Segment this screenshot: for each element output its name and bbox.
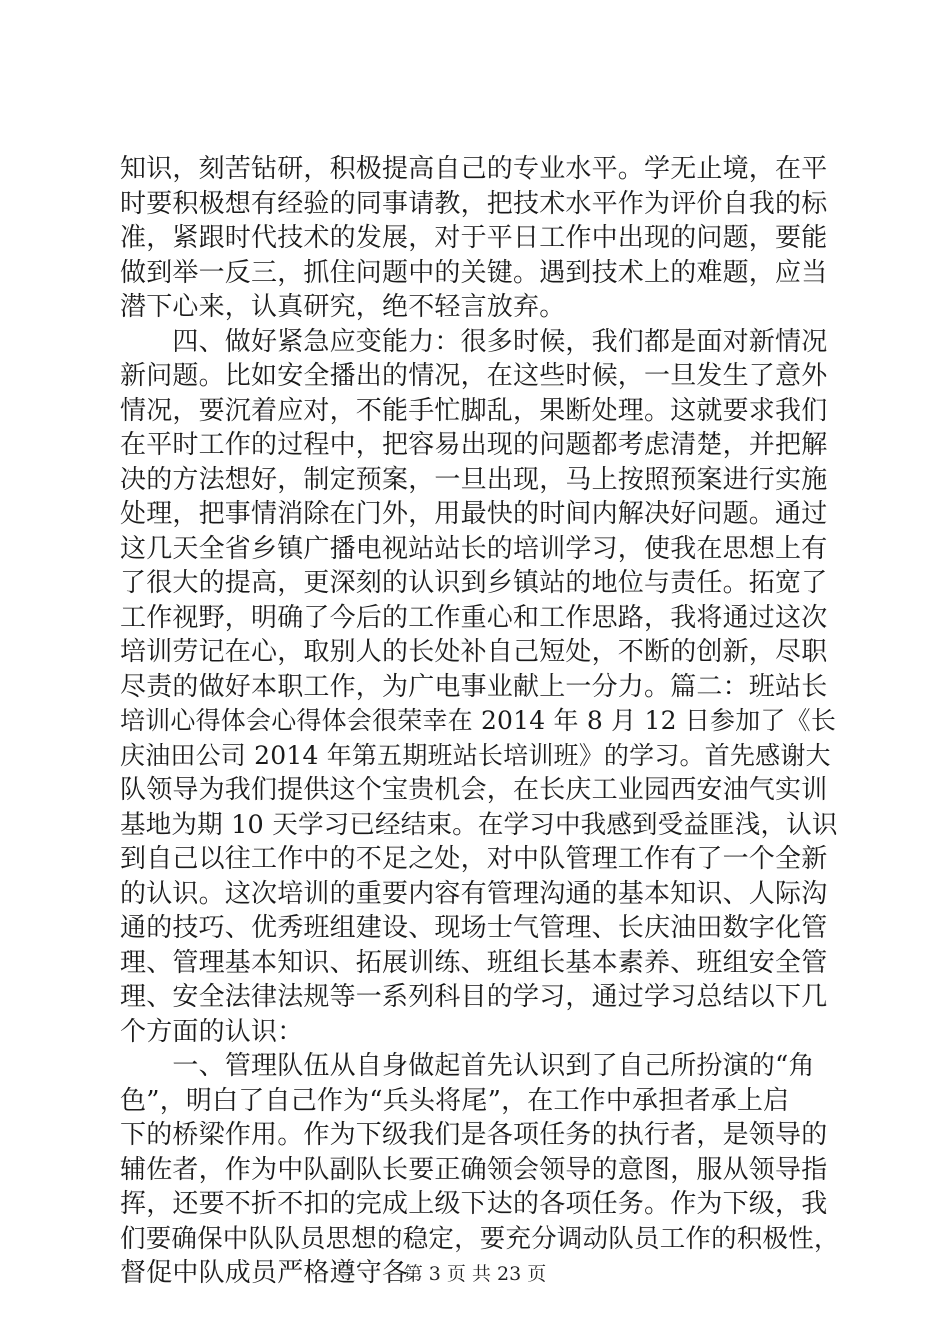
- body-text: [120, 152, 840, 1291]
- text-line: 辅佐者，作为中队副队长要正确领会领导的意图，服从领导指: [120, 1154, 828, 1185]
- text-line: 处理，把事情消除在门外，用最快的时间内解决好问题。通过: [120, 499, 828, 529]
- text-line: 色”，明白了自己作为“兵头将尾”，在工作中承担者承上启: [120, 1085, 790, 1116]
- text-line: 时要积极想有经验的同事请教，把技术水平作为评价自我的标: [120, 188, 828, 219]
- text-line: 一、管理队伍从自身做起首先认识到了自己所扮演的“角: [120, 1051, 815, 1081]
- text-line: 理、管理基本知识、拓展训练、班组长基本素养、班组安全管: [120, 947, 828, 978]
- text-line: 个方面的认识：: [120, 1016, 304, 1047]
- text-line: 潜下心来，认真研究，绝不轻言放弃。: [120, 292, 566, 322]
- text-line: 们要确保中队队员思想的稳定，要充分调动队员工作的积极性，: [120, 1223, 840, 1254]
- text-line: 情况，要沉着应对，不能手忙脚乱，果断处理。这就要求我们: [120, 395, 828, 426]
- text-line: 工作视野，明确了今后的工作重心和工作思路，我将通过这次: [120, 602, 828, 633]
- text-line: 理、安全法律法规等一系列科目的学习，通过学习总结以下几: [120, 982, 828, 1012]
- text-line: 四、做好紧急应变能力：很多时候，我们都是面对新情况: [120, 326, 828, 357]
- text-line: 的认识。这次培训的重要内容有管理沟通的基本知识、人际沟: [120, 878, 828, 909]
- text-line: 下的桥梁作用。作为下级我们是各项任务的执行者，是领导的: [120, 1120, 828, 1150]
- text-line: 知识，刻苦钻研，积极提高自己的专业水平。学无止境，在平: [120, 154, 828, 184]
- text-line: 在平时工作的过程中，把容易出现的问题都考虑清楚，并把解: [120, 430, 828, 460]
- text-line: 培训劳记在心，取别人的长处补自己短处，不断的创新，尽职: [120, 637, 828, 667]
- text-line: 到自己以往工作中的不足之处，对中队管理工作有了一个全新: [120, 844, 828, 874]
- text-line: 培训心得体会心得体会很荣幸在 2014 年 8 月 12 日参加了《长: [120, 706, 837, 735]
- text-line: 准，紧跟时代技术的发展，对于平日工作中出现的问题，要能: [120, 223, 828, 253]
- text-line: 督促中队成员严格遵守各: [120, 1258, 409, 1288]
- text-line: 这几天全省乡镇广播电视站站长的培训学习，使我在思想上有: [120, 533, 828, 564]
- text-line: 新问题。比如安全播出的情况，在这些时候，一旦发生了意外: [120, 361, 828, 391]
- text-line: 了很大的提高，更深刻的认识到乡镇站的地位与责任。拓宽了: [120, 568, 828, 598]
- text-line: 通的技巧、优秀班组建设、现场士气管理、长庆油田数字化管: [120, 913, 828, 943]
- page-footer: 第 3 页 共 23 页: [403, 1263, 547, 1285]
- text-line: 庆油田公司 2014 年第五期班站长培训班》的学习。首先感谢大: [120, 740, 831, 770]
- text-line: 决的方法想好，制定预案，一旦出现，马上按照预案进行实施: [120, 464, 828, 495]
- text-line: 尽责的做好本职工作，为广电事业献上一分力。篇二：班站长: [120, 671, 828, 702]
- text-line: 基地为期 10 天学习已经结束。在学习中我感到受益匪浅，认识: [120, 809, 838, 840]
- text-line: 队领导为我们提供这个宝贵机会，在长庆工业园西安油气实训: [120, 775, 828, 805]
- text-line: 挥，还要不折不扣的完成上级下达的各项任务。作为下级，我: [120, 1189, 828, 1219]
- text-line: 做到举一反三，抓住问题中的关键。遇到技术上的难题，应当: [120, 257, 828, 288]
